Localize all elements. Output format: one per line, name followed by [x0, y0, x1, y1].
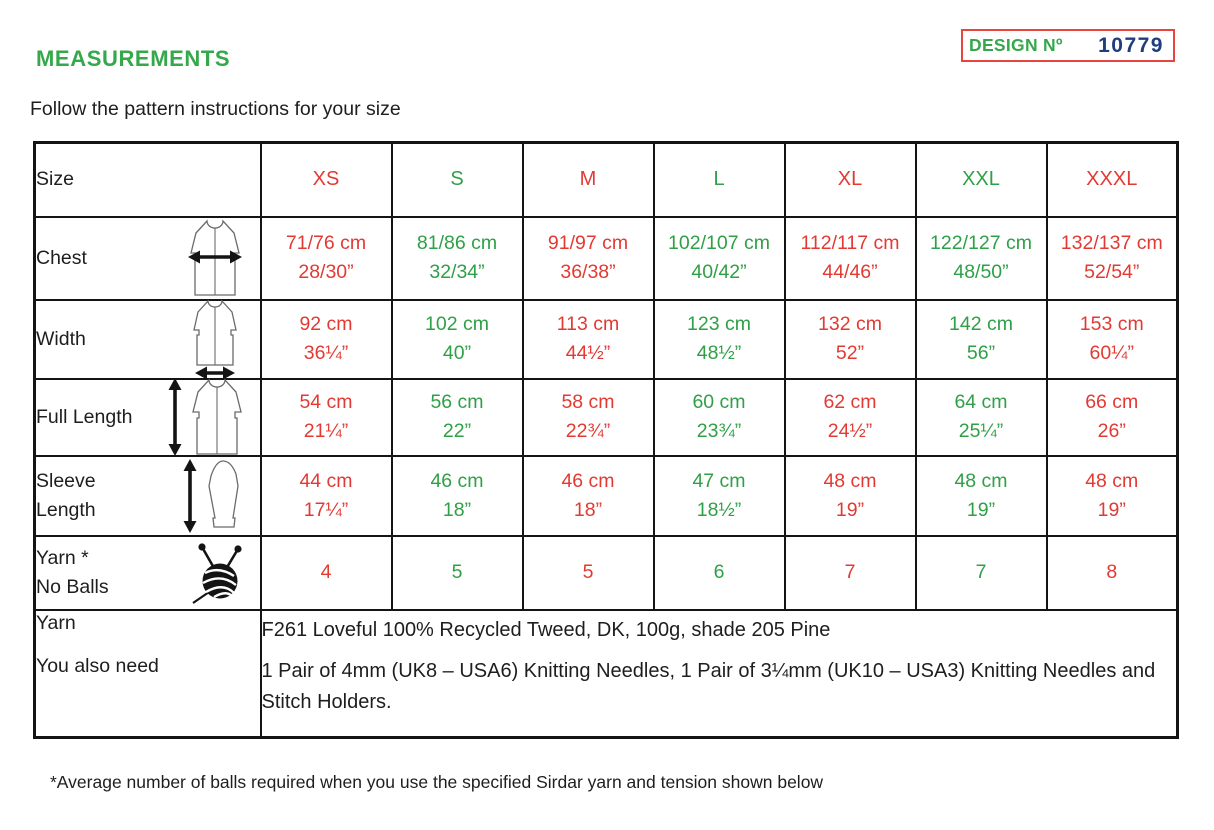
measurement-value: 28/30” — [298, 261, 354, 283]
sweater-chest-width-icon — [182, 218, 248, 298]
row-label-cell-chest — [35, 217, 261, 300]
design-number-label: DESIGN Nº — [969, 35, 1063, 55]
measurement-value: 92 cm — [299, 313, 353, 335]
measurement-value: 5 — [582, 561, 594, 583]
size-col-xxl: XXL — [916, 143, 1047, 217]
measurement-value: 21¼” — [303, 420, 349, 442]
measurement-value: 58 cm — [561, 391, 615, 413]
measurement-cell — [916, 217, 1047, 300]
measurement-value: 24½” — [827, 420, 873, 442]
measurement-cell — [392, 300, 523, 379]
measurement-value: 8 — [1106, 561, 1118, 583]
measurement-cell — [523, 379, 654, 456]
measurement-cell — [654, 536, 785, 610]
measurement-value: 36/38” — [560, 261, 616, 283]
measurement-cell — [523, 456, 654, 536]
measurement-value: 48 cm — [1085, 469, 1139, 492]
table-row-yarn-no-balls — [35, 536, 1178, 610]
measurement-cell — [916, 536, 1047, 610]
measurement-cell — [392, 379, 523, 456]
measurement-value: 46 cm — [430, 469, 484, 492]
row-label-cell-width — [35, 300, 261, 379]
measurement-value: 25¼” — [958, 420, 1004, 442]
yarn-ball-icon — [188, 540, 248, 606]
measurement-value: 36¼” — [303, 342, 349, 364]
measurement-cell — [916, 456, 1047, 536]
sweater-hem-width-icon — [182, 299, 248, 379]
measurement-value: 46 cm — [561, 469, 615, 492]
you-also-need-label: You also need — [36, 654, 159, 677]
measurement-cell — [785, 456, 916, 536]
measurement-value: 18” — [442, 498, 472, 521]
size-col-xs: XS — [261, 143, 392, 217]
size-col-m: M — [523, 143, 654, 217]
measurements-table — [33, 141, 1179, 739]
needles-description: 1 Pair of 4mm (UK8 – USA6) Knitting Needles, 1 Pair of 3¼mm (UK10 – USA3) Knitting Needles and Stitch Holders. — [261, 659, 1156, 713]
measurement-cell — [523, 217, 654, 300]
row-label-line: Yarn * — [36, 546, 89, 569]
row-label-line: Length — [36, 498, 96, 521]
measurement-value: 6 — [713, 561, 725, 583]
measurement-value: 56” — [966, 342, 996, 364]
measurement-cell — [916, 300, 1047, 379]
row-label-cell-sleeve-length — [35, 456, 261, 536]
measurement-value: 48/50” — [953, 261, 1009, 283]
measurement-cell — [261, 536, 392, 610]
measurement-value: 5 — [451, 561, 463, 583]
measurement-value: 122/127 cm — [930, 232, 1032, 254]
measurement-cell — [1047, 456, 1178, 536]
measurement-value: 48½” — [696, 342, 742, 364]
measurement-value: 54 cm — [299, 391, 353, 413]
measurement-cell — [261, 456, 392, 536]
row-label-cell-full-length — [35, 379, 261, 456]
measurement-value: 66 cm — [1085, 391, 1139, 413]
sleeve-length-icon — [180, 458, 248, 534]
measurement-value: 71/76 cm — [285, 232, 367, 254]
measurement-value: 18” — [573, 498, 603, 521]
measurement-value: 7 — [844, 561, 856, 583]
measurement-value: 142 cm — [949, 313, 1013, 335]
measurement-value: 113 cm — [556, 313, 620, 335]
info-label-cell — [35, 610, 261, 738]
measurement-value: 52” — [835, 342, 865, 364]
measurement-value: 91/97 cm — [547, 232, 629, 254]
page-title: MEASUREMENTS — [36, 46, 231, 71]
measurement-cell — [392, 536, 523, 610]
size-col-s: S — [392, 143, 523, 217]
measurement-value: 132 cm — [818, 313, 882, 335]
measurement-cell — [654, 456, 785, 536]
info-cell — [261, 610, 1178, 738]
yarn-label: Yarn — [36, 611, 76, 634]
measurement-value: 19” — [1097, 498, 1126, 521]
row-label-line: No Balls — [36, 575, 109, 598]
size-instructions-text: Follow the pattern instructions for your size — [30, 98, 401, 120]
row-label-line: Full Length — [36, 405, 133, 428]
measurement-value: 17¼” — [303, 498, 349, 521]
measurement-cell — [523, 536, 654, 610]
measurement-cell — [261, 379, 392, 456]
measurement-value: 26” — [1097, 420, 1126, 442]
measurement-cell — [523, 300, 654, 379]
measurement-value: 44½” — [565, 342, 611, 364]
measurement-cell — [392, 217, 523, 300]
measurement-cell — [654, 217, 785, 300]
sweater-full-length-icon — [166, 377, 248, 457]
measurement-value: 40” — [442, 342, 472, 364]
design-number-box — [961, 29, 1175, 62]
table-row-width — [35, 300, 1178, 379]
measurement-value: 32/34” — [429, 261, 485, 283]
measurement-cell — [1047, 379, 1178, 456]
measurement-value: 64 cm — [954, 391, 1008, 413]
measurement-value: 132/137 cm — [1060, 232, 1163, 254]
size-col-xl: XL — [785, 143, 916, 217]
measurement-cell — [654, 379, 785, 456]
measurement-value: 153 cm — [1079, 313, 1144, 335]
measurement-value: 48 cm — [823, 469, 877, 492]
row-label-cell-yarn-no-balls — [35, 536, 261, 610]
measurement-cell — [392, 456, 523, 536]
measurement-value: 102 cm — [425, 313, 489, 335]
measurement-value: 60¼” — [1089, 342, 1134, 364]
measurement-value: 19” — [966, 498, 996, 521]
row-label-line: Sleeve — [36, 469, 96, 492]
measurement-value: 102/107 cm — [668, 232, 770, 254]
measurement-cell — [785, 217, 916, 300]
measurement-cell — [261, 217, 392, 300]
measurement-cell — [785, 379, 916, 456]
measurement-value: 19” — [835, 498, 865, 521]
design-number-value: 10779 — [1098, 33, 1164, 57]
measurement-value: 4 — [320, 561, 332, 583]
measurement-value: 62 cm — [823, 391, 877, 413]
yarn-description: F261 Loveful 100% Recycled Tweed, DK, 100g, shade 205 Pine — [261, 618, 831, 641]
measurement-cell — [261, 300, 392, 379]
measurement-cell — [1047, 217, 1178, 300]
measurement-cell — [1047, 536, 1178, 610]
size-col-l: L — [654, 143, 785, 217]
row-label-line: Width — [36, 327, 86, 350]
measurement-value: 22” — [442, 420, 472, 442]
measurement-value: 47 cm — [692, 469, 746, 492]
footnote-text: *Average number of balls required when you use the specified Sirdar yarn and tension shown below — [50, 772, 824, 792]
measurement-value: 40/42” — [691, 261, 747, 283]
yarn-info-row — [35, 610, 1178, 738]
measurement-value: 60 cm — [692, 391, 746, 413]
measurement-value: 81/86 cm — [416, 232, 498, 254]
measurement-value: 56 cm — [430, 391, 484, 413]
size-col-xxxl: XXXL — [1047, 143, 1178, 217]
measurement-value: 18½” — [696, 498, 742, 521]
measurement-value: 22¾” — [565, 420, 611, 442]
measurement-value: 44/46” — [822, 261, 878, 283]
measurement-cell — [1047, 300, 1178, 379]
table-row-sleeve-length — [35, 456, 1178, 536]
measurement-cell — [785, 300, 916, 379]
measurement-cell — [654, 300, 785, 379]
measurement-value: 48 cm — [954, 469, 1008, 492]
measurement-value: 23¾” — [696, 420, 742, 442]
measurement-value: 112/117 cm — [800, 232, 900, 254]
measurement-cell — [785, 536, 916, 610]
table-row-chest — [35, 217, 1178, 300]
table-row-full-length — [35, 379, 1178, 456]
measurement-value: 123 cm — [687, 313, 751, 335]
measurement-value: 44 cm — [299, 469, 353, 492]
size-header: Size — [35, 143, 261, 217]
row-label-line: Chest — [36, 246, 87, 269]
measurement-cell — [916, 379, 1047, 456]
measurement-value: 7 — [975, 561, 987, 583]
size-header-row — [35, 143, 1178, 217]
measurement-value: 52/54” — [1084, 261, 1140, 283]
